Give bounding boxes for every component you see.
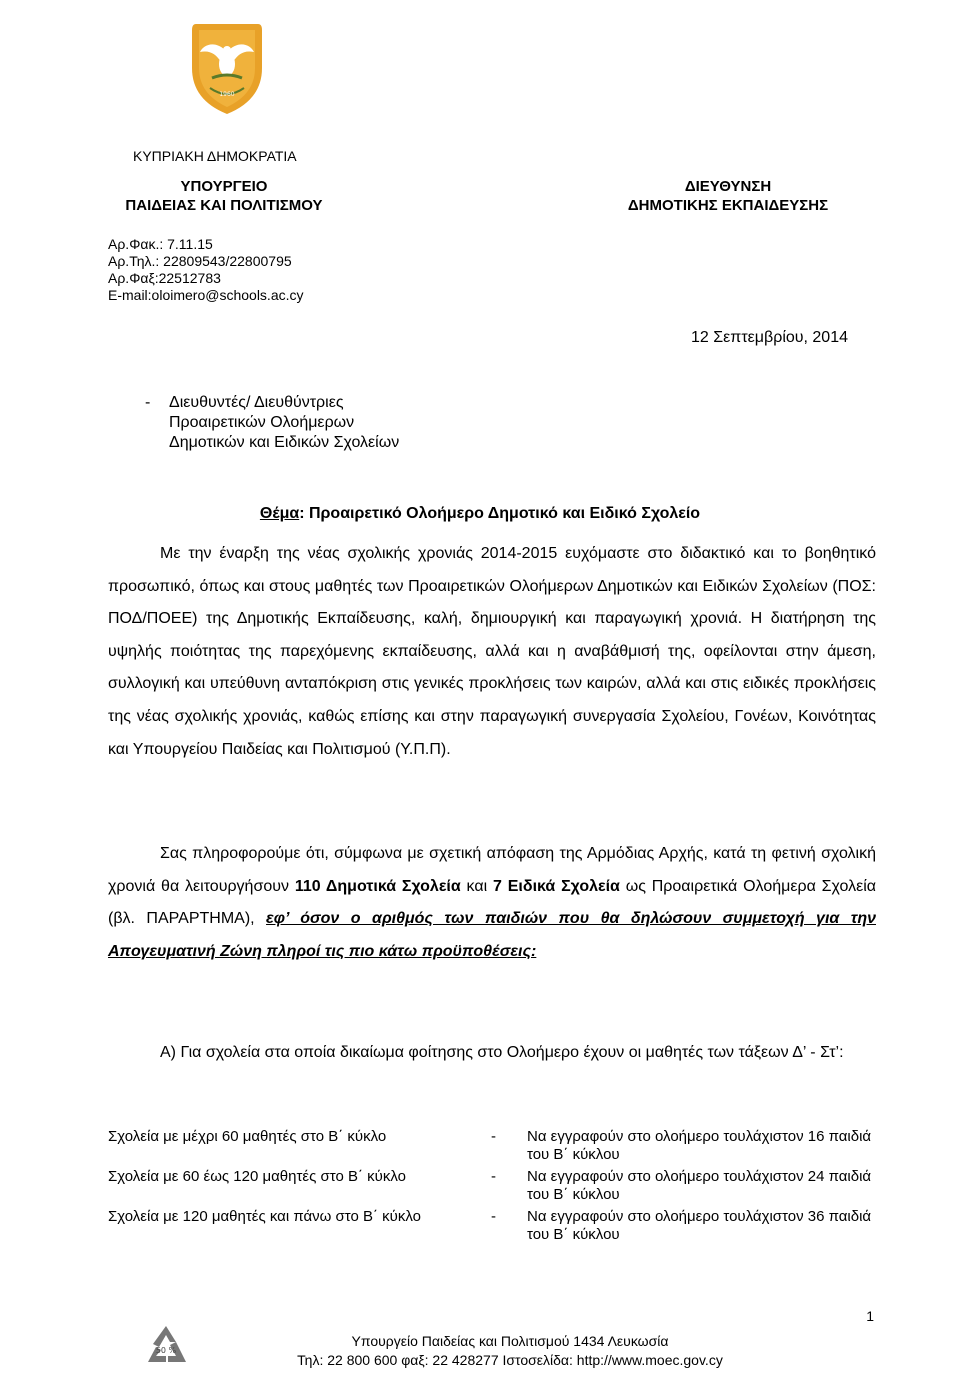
requirement-need: Να εγγραφούν στο ολοήμερο τουλάχιστον 36 παιδιά του Β΄ κύκλου: [527, 1208, 872, 1243]
republic-name: ΚΥΠΡΙΑΚΗ ΔΗΜΟΚΡΑΤΙΑ: [133, 148, 297, 164]
subject-text: : Προαιρετικό Ολοήμερο Δημοτικό και Ειδικό Σχολείο: [299, 505, 701, 522]
recipient-line-3: Δημοτικών και Ειδικών Σχολείων: [169, 434, 400, 451]
paragraph-schools-text-2: και: [460, 877, 494, 895]
letter-date: 12 Σεπτεμβρίου, 2014: [691, 329, 848, 346]
subject-line: [108, 505, 852, 523]
svg-text:1960: 1960: [219, 91, 235, 98]
ministry-line-2: ΠΑΙΔΕΙΑΣ ΚΑΙ ΠΟΛΙΤΙΣΜΟΥ: [125, 197, 323, 214]
paragraph-condition-a: Α) Για σχολεία στα οποία δικαίωμα φοίτησης στο Ολοήμερο έχουν οι μαθητές των τάξεων Δ’ - Στ’:: [160, 1044, 844, 1061]
paragraph-schools: [108, 838, 876, 968]
requirement-dash: -: [491, 1128, 496, 1145]
page-footer: [100, 1332, 920, 1370]
requirement-school: Σχολεία με 120 μαθητές και πάνω στο Β΄ κύκλο: [108, 1208, 422, 1225]
requirement-need: Να εγγραφούν στο ολοήμερο τουλάχιστον 24 παιδιά του Β΄ κύκλου: [527, 1168, 872, 1203]
directorate-line-1: ΔΙΕΥΘΥΝΣΗ: [684, 178, 772, 195]
footer-contact: Τηλ: 22 800 600 φαξ: 22 428277 Ιστοσελίδα: http://www.moec.gov.cy: [297, 1352, 723, 1368]
special-schools-count: 7 Ειδικά Σχολεία: [493, 877, 620, 895]
requirement-row: [108, 1168, 888, 1204]
directorate-line-2: ΔΗΜΟΤΙΚΗΣ ΕΚΠΑΙΔΕΥΣΗΣ: [627, 197, 829, 214]
ministry-name: [108, 177, 340, 215]
recipient-line-1: Διευθυντές/ Διευθύντριες: [169, 394, 344, 411]
file-number: Αρ.Φακ.: 7.11.15: [108, 236, 213, 252]
ministry-line-1: ΥΠΟΥΡΓΕΙΟ: [180, 178, 268, 195]
directorate-name: [610, 177, 846, 215]
reference-block: [108, 236, 304, 304]
recipient-dash: -: [145, 394, 151, 411]
recycle-percentage: 50 %: [155, 1346, 177, 1355]
phone-number: Αρ.Τηλ.: 22809543/22800795: [108, 253, 292, 269]
paragraph-schools-text-3: ως Προαιρετικά Ολοήμερα Σχολεία (βλ. ΠΑΡΑΡΤΗΜΑ),: [108, 877, 877, 928]
requirement-school: Σχολεία με μέχρι 60 μαθητές στο Β΄ κύκλο: [108, 1128, 387, 1145]
page-number: 1: [866, 1308, 874, 1324]
requirement-school: Σχολεία με 60 έως 120 μαθητές στο Β΄ κύκλο: [108, 1168, 406, 1185]
conditions-emphasis: εφ’ όσον ο αριθμός των παιδιών που θα δηλώσουν συμμετοχή για την Απογευματινή Ζώνη πληροί τις πιο κάτω προϋποθέσεις:: [108, 910, 876, 960]
requirement-need: Να εγγραφούν στο ολοήμερο τουλάχιστον 16 παιδιά του Β΄ κύκλου: [527, 1128, 872, 1163]
requirement-dash: -: [491, 1208, 496, 1225]
footer-address: Υπουργείο Παιδείας και Πολιτισμού 1434 Λευκωσία: [351, 1333, 669, 1349]
recipients-block: [145, 393, 399, 453]
cyprus-coat-of-arms-icon: [188, 22, 266, 116]
requirements-list: [108, 1128, 888, 1248]
fax-number: Αρ.Φαξ:22512783: [108, 270, 221, 286]
requirement-row: [108, 1208, 888, 1244]
recipient-line-2: Προαιρετικών Ολοήμερων: [169, 414, 355, 431]
primary-schools-count: 110 Δημοτικά Σχολεία: [294, 877, 461, 895]
subject-label: Θέμα: [259, 505, 300, 522]
paragraph-greeting: Με την έναρξη της νέας σχολικής χρονιάς 2014-2015 ευχόμαστε στο διδακτικό και το βοηθητικό προσωπικό, όπως και στους μαθητές των Προαιρετικών Ολοήμερων Δημοτικών και Ειδικών Σχολείων (ΠΟΣ: ΠΟΔ/ΠΟΕΕ) της Δημοτικής Εκπαίδευσης, καλή, δημιουργική και παραγωγική χρονιά. Η διατήρηση της υψηλής ποιότητας της παρεχόμενης εκπαίδευσης, αλλά και η αναβάθμισή της, οφείλονται στην άμεση, συλλογική και υπεύθυνη ανταπόκριση στις γενικές προκλήσεις των καιρών, αλλά και στις ειδικές προκλήσεις της νέας σχολικής χρονιάς, καθώς επίσης και στην παραγωγική συνεργασία Σχολείου, Γονέων, Κοινότητας και Υπουργείου Παιδείας και Πολιτισμού (Υ.Π.Π).: [108, 545, 876, 758]
requirement-dash: -: [491, 1168, 496, 1185]
paragraph-schools-text-1: Σας πληροφορούμε ότι, σύμφωνα με σχετική απόφαση της Αρμόδιας Αρχής, κατά τη φετινή σχολική χρονιά θα λειτουργήσουν: [108, 845, 876, 895]
email-address: E-mail:oloimero@schools.ac.cy: [108, 287, 304, 303]
requirement-row: [108, 1128, 888, 1164]
